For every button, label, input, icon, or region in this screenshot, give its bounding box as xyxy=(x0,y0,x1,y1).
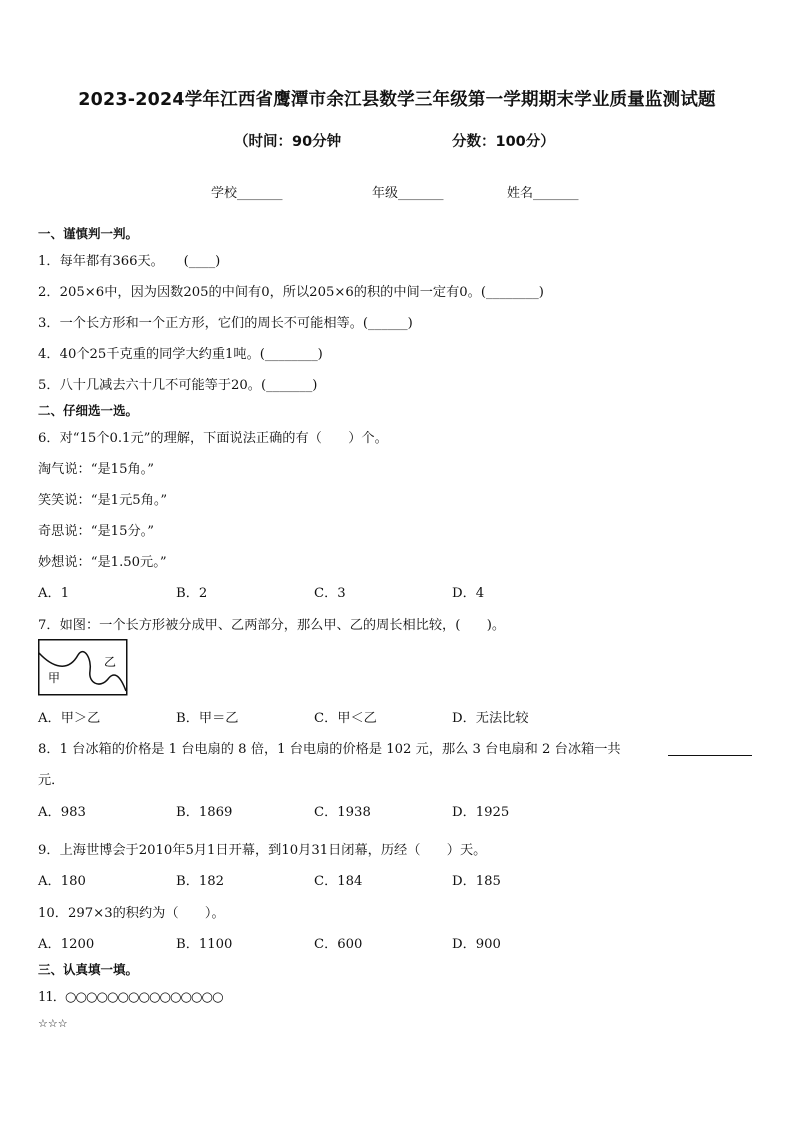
score-label: 分数：100分） xyxy=(452,134,555,150)
question-6-statement: 笑笑说：“是1元5角。” xyxy=(38,493,168,508)
q9-option-d: D．185 xyxy=(452,874,501,889)
question-8: 8．1 台冰箱的价格是 1 台电扇的 8 倍，1 台电扇的价格是 102 元，那么 3 台电扇和 2 台冰箱一共 xyxy=(38,742,621,757)
name-field: 姓名_______ xyxy=(507,186,579,201)
time-label: （时间：90分钟 xyxy=(234,134,342,150)
q7-option-c: C．甲＜乙 xyxy=(314,711,377,726)
question-9: 9．上海世博会于2010年5月1日开幕，到10月31日闭幕，历经（ ）天。 xyxy=(38,843,487,858)
question-10: 10．297×3的积约为（ ）。 xyxy=(38,906,225,921)
q8-option-b: B．1869 xyxy=(176,805,233,820)
q6-option-c: C．3 xyxy=(314,586,346,601)
star-row: ☆☆☆ xyxy=(38,1017,68,1030)
q10-option-d: D．900 xyxy=(452,937,501,952)
exam-title: 2023-2024学年江西省鹰潭市余江县数学三年级第一学期期末学业质量监测试题 xyxy=(78,90,716,110)
question-6-statement: 妙想说：“是1.50元。” xyxy=(38,555,167,570)
q6-option-d: D．4 xyxy=(452,586,485,601)
question-2: 2．205×6中，因为因数205的中间有0，所以205×6的积的中间一定有0。(________) xyxy=(38,285,544,300)
section-heading-2: 二、仔细选一选。 xyxy=(38,403,139,418)
q10-option-a: A．1200 xyxy=(38,937,95,952)
q9-option-a: A．180 xyxy=(38,874,86,889)
q8-option-c: C．1938 xyxy=(314,805,371,820)
answer-blank xyxy=(668,755,752,756)
question-5: 5．八十几减去六十几不可能等于20。(_______) xyxy=(38,378,318,393)
q10-option-b: B．1100 xyxy=(176,937,233,952)
q8-option-a: A．983 xyxy=(38,805,86,820)
question-1: 1．每年都有366天。 (____) xyxy=(38,254,221,269)
question-6: 6．对“15个0.1元”的理解，下面说法正确的有（ ）个。 xyxy=(38,431,388,446)
q7-option-b: B．甲＝乙 xyxy=(176,711,239,726)
question-7: 7．如图：一个长方形被分成甲、乙两部分，那么甲、乙的周长相比较，( )。 xyxy=(38,618,506,633)
question-3: 3．一个长方形和一个正方形，它们的周长不可能相等。(______) xyxy=(38,316,413,331)
q8-option-d: D．1925 xyxy=(452,805,510,820)
region-label-yi: 乙 xyxy=(104,655,117,669)
section-heading-1: 一、谨慎判一判。 xyxy=(38,226,139,241)
question-6-statement: 淘气说：“是15角。” xyxy=(38,462,154,477)
school-field: 学校_______ xyxy=(211,186,283,201)
question-11: 11．○○○○○○○○○○○○○○○ xyxy=(38,990,223,1005)
region-label-jia: 甲 xyxy=(48,671,61,685)
question-8-unit: 元． xyxy=(38,773,65,788)
rectangle-figure xyxy=(38,639,128,697)
q9-option-c: C．184 xyxy=(314,874,363,889)
question-4: 4．40个25千克重的同学大约重1吨。(________) xyxy=(38,347,323,362)
q9-option-b: B．182 xyxy=(176,874,225,889)
section-heading-3: 三、认真填一填。 xyxy=(38,962,139,977)
q6-option-a: A．1 xyxy=(38,586,70,601)
q7-option-a: A．甲＞乙 xyxy=(38,711,101,726)
q7-option-d: D．无法比较 xyxy=(452,711,529,726)
grade-field: 年级_______ xyxy=(372,186,444,201)
q10-option-c: C．600 xyxy=(314,937,363,952)
question-6-statement: 奇思说：“是15分。” xyxy=(38,524,154,539)
q6-option-b: B．2 xyxy=(176,586,208,601)
